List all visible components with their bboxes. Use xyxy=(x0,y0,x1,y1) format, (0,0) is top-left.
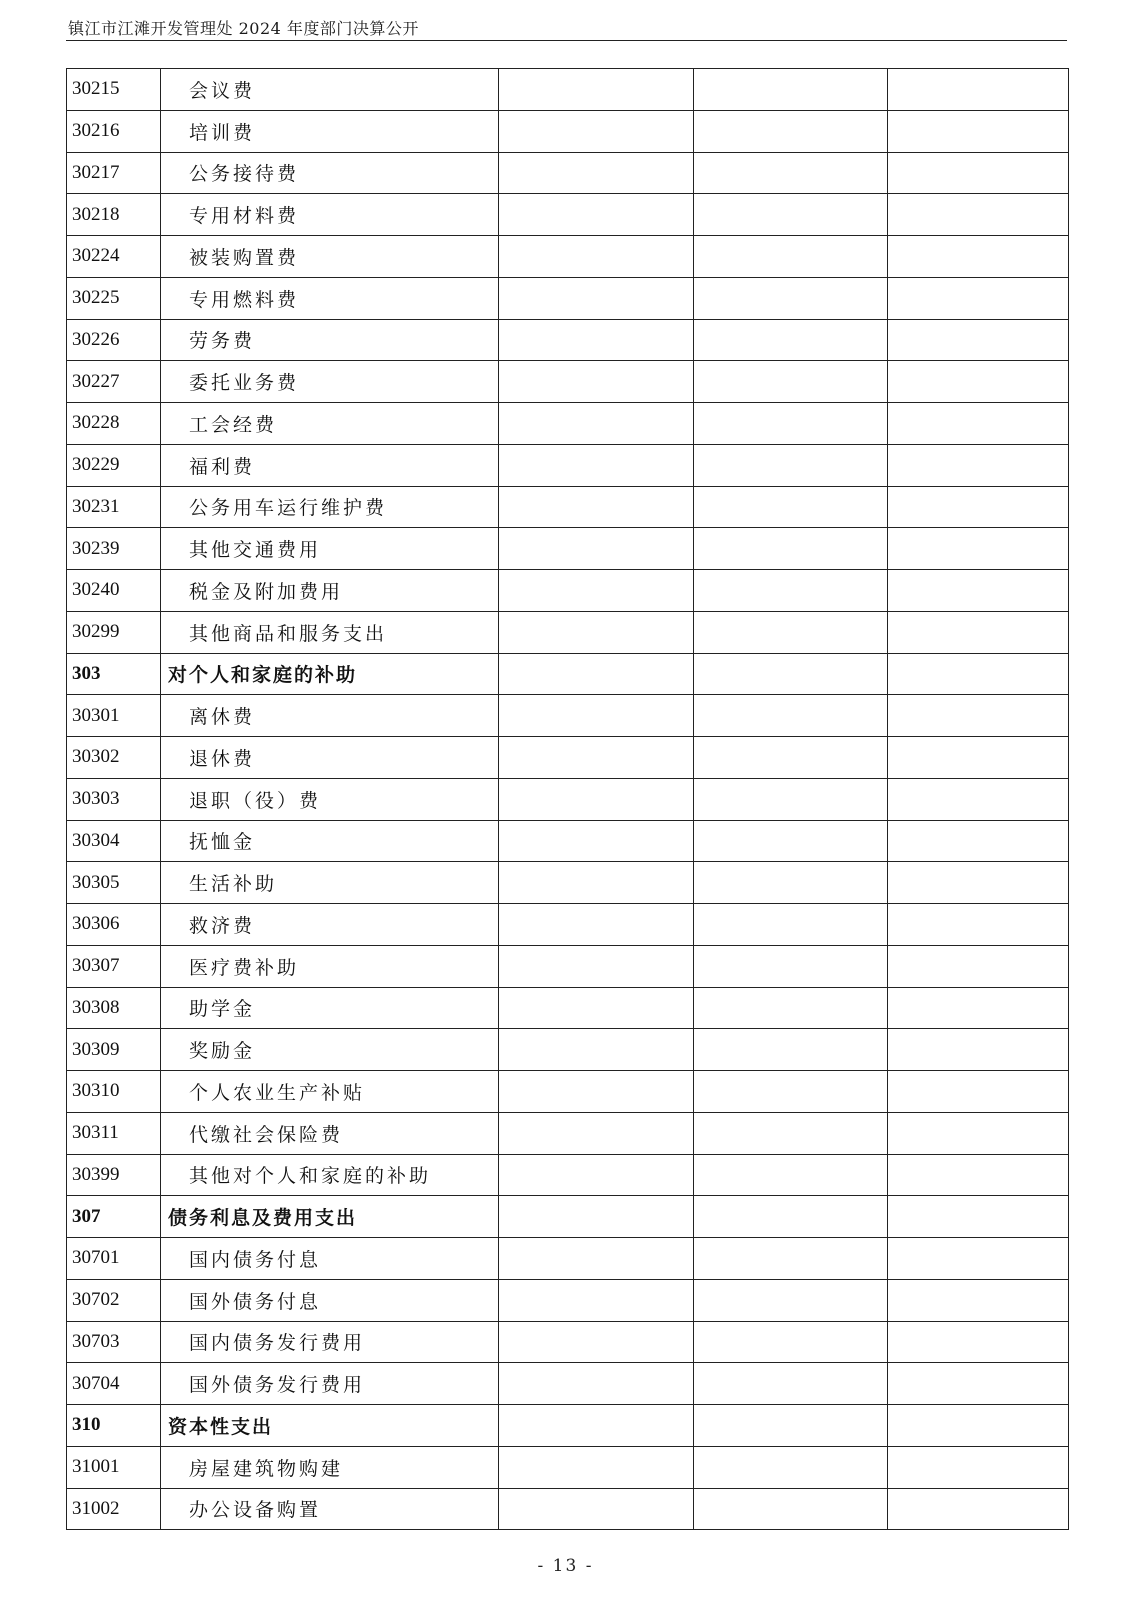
row-value-cell-1 xyxy=(499,1071,694,1113)
table-group-row xyxy=(67,653,1069,695)
table-row xyxy=(67,1029,1069,1071)
row-code: 30307 xyxy=(67,945,161,987)
row-value-cell-2 xyxy=(694,945,888,987)
row-value-cell-3 xyxy=(888,862,1069,904)
row-value-cell-3 xyxy=(888,987,1069,1029)
row-value-cell-1 xyxy=(499,1446,694,1488)
row-value-cell-1 xyxy=(499,862,694,904)
row-value-cell-2 xyxy=(694,361,888,403)
table-row xyxy=(67,1154,1069,1196)
row-value-cell-3 xyxy=(888,1196,1069,1238)
row-name: 税金及附加费用 xyxy=(161,570,499,612)
row-value-cell-1 xyxy=(499,737,694,779)
table-group-row xyxy=(67,1405,1069,1447)
row-value-cell-2 xyxy=(694,319,888,361)
row-code: 30216 xyxy=(67,110,161,152)
row-code: 30310 xyxy=(67,1071,161,1113)
row-value-cell-3 xyxy=(888,737,1069,779)
table-row xyxy=(67,1321,1069,1363)
row-value-cell-1 xyxy=(499,277,694,319)
row-value-cell-2 xyxy=(694,820,888,862)
row-value-cell-1 xyxy=(499,1029,694,1071)
row-name: 代缴社会保险费 xyxy=(161,1112,499,1154)
row-value-cell-3 xyxy=(888,528,1069,570)
row-value-cell-2 xyxy=(694,1238,888,1280)
row-code: 30302 xyxy=(67,737,161,779)
row-value-cell-1 xyxy=(499,695,694,737)
row-value-cell-2 xyxy=(694,277,888,319)
row-value-cell-2 xyxy=(694,1196,888,1238)
row-code: 31002 xyxy=(67,1488,161,1530)
row-value-cell-1 xyxy=(499,778,694,820)
row-value-cell-1 xyxy=(499,1238,694,1280)
row-value-cell-1 xyxy=(499,820,694,862)
row-value-cell-3 xyxy=(888,1029,1069,1071)
table-row xyxy=(67,486,1069,528)
table-row xyxy=(67,820,1069,862)
row-value-cell-3 xyxy=(888,820,1069,862)
row-value-cell-1 xyxy=(499,236,694,278)
row-code: 30309 xyxy=(67,1029,161,1071)
row-name: 房屋建筑物购建 xyxy=(161,1446,499,1488)
row-code: 30304 xyxy=(67,820,161,862)
row-value-cell-1 xyxy=(499,611,694,653)
row-value-cell-1 xyxy=(499,486,694,528)
row-value-cell-2 xyxy=(694,862,888,904)
row-value-cell-3 xyxy=(888,904,1069,946)
row-value-cell-2 xyxy=(694,611,888,653)
row-value-cell-3 xyxy=(888,611,1069,653)
row-value-cell-1 xyxy=(499,987,694,1029)
table-row xyxy=(67,1488,1069,1530)
row-name: 救济费 xyxy=(161,904,499,946)
row-code: 30231 xyxy=(67,486,161,528)
row-name: 国内债务发行费用 xyxy=(161,1321,499,1363)
row-name: 离休费 xyxy=(161,695,499,737)
row-value-cell-3 xyxy=(888,152,1069,194)
row-code: 30299 xyxy=(67,611,161,653)
table-row xyxy=(67,236,1069,278)
row-name: 资本性支出 xyxy=(161,1405,499,1447)
row-value-cell-2 xyxy=(694,403,888,445)
row-name: 其他商品和服务支出 xyxy=(161,611,499,653)
row-code: 30308 xyxy=(67,987,161,1029)
row-name: 工会经费 xyxy=(161,403,499,445)
row-name: 会议费 xyxy=(161,69,499,111)
row-value-cell-2 xyxy=(694,486,888,528)
row-value-cell-3 xyxy=(888,1071,1069,1113)
row-value-cell-3 xyxy=(888,1112,1069,1154)
row-value-cell-1 xyxy=(499,1154,694,1196)
row-value-cell-3 xyxy=(888,486,1069,528)
row-value-cell-2 xyxy=(694,1321,888,1363)
row-name: 退休费 xyxy=(161,737,499,779)
row-name: 国内债务付息 xyxy=(161,1238,499,1280)
row-name: 个人农业生产补贴 xyxy=(161,1071,499,1113)
row-value-cell-1 xyxy=(499,361,694,403)
row-code: 30240 xyxy=(67,570,161,612)
row-value-cell-3 xyxy=(888,695,1069,737)
table-row xyxy=(67,945,1069,987)
row-code: 30228 xyxy=(67,403,161,445)
table-row xyxy=(67,194,1069,236)
row-value-cell-1 xyxy=(499,1321,694,1363)
table-row xyxy=(67,904,1069,946)
row-code: 30229 xyxy=(67,444,161,486)
row-value-cell-2 xyxy=(694,194,888,236)
table-row xyxy=(67,528,1069,570)
row-code: 30702 xyxy=(67,1279,161,1321)
row-value-cell-1 xyxy=(499,110,694,152)
row-code: 30305 xyxy=(67,862,161,904)
row-value-cell-3 xyxy=(888,1238,1069,1280)
table-row xyxy=(67,1279,1069,1321)
row-code: 30701 xyxy=(67,1238,161,1280)
row-code: 30217 xyxy=(67,152,161,194)
row-value-cell-1 xyxy=(499,194,694,236)
row-name: 其他交通费用 xyxy=(161,528,499,570)
row-name: 抚恤金 xyxy=(161,820,499,862)
table-row xyxy=(67,611,1069,653)
row-value-cell-3 xyxy=(888,1405,1069,1447)
row-value-cell-3 xyxy=(888,110,1069,152)
row-name: 公务用车运行维护费 xyxy=(161,486,499,528)
row-value-cell-3 xyxy=(888,945,1069,987)
row-code: 30301 xyxy=(67,695,161,737)
row-value-cell-3 xyxy=(888,69,1069,111)
row-value-cell-1 xyxy=(499,319,694,361)
row-code: 30224 xyxy=(67,236,161,278)
header-rule xyxy=(66,40,1067,41)
row-name: 生活补助 xyxy=(161,862,499,904)
row-value-cell-2 xyxy=(694,737,888,779)
row-value-cell-1 xyxy=(499,1279,694,1321)
row-value-cell-2 xyxy=(694,987,888,1029)
row-value-cell-3 xyxy=(888,444,1069,486)
row-code: 30239 xyxy=(67,528,161,570)
row-code: 303 xyxy=(67,653,161,695)
table-row xyxy=(67,1446,1069,1488)
row-code: 30226 xyxy=(67,319,161,361)
row-value-cell-1 xyxy=(499,69,694,111)
row-name: 委托业务费 xyxy=(161,361,499,403)
row-name: 劳务费 xyxy=(161,319,499,361)
expenditure-table xyxy=(66,68,1069,1530)
table-row xyxy=(67,778,1069,820)
table-row xyxy=(67,1071,1069,1113)
row-value-cell-3 xyxy=(888,1488,1069,1530)
row-value-cell-2 xyxy=(694,152,888,194)
row-code: 30227 xyxy=(67,361,161,403)
row-name: 对个人和家庭的补助 xyxy=(161,653,499,695)
row-value-cell-3 xyxy=(888,1321,1069,1363)
row-value-cell-2 xyxy=(694,1488,888,1530)
row-value-cell-2 xyxy=(694,1112,888,1154)
row-name: 专用材料费 xyxy=(161,194,499,236)
row-value-cell-3 xyxy=(888,236,1069,278)
table-row xyxy=(67,444,1069,486)
row-value-cell-2 xyxy=(694,110,888,152)
row-value-cell-1 xyxy=(499,152,694,194)
row-name: 办公设备购置 xyxy=(161,1488,499,1530)
row-code: 30399 xyxy=(67,1154,161,1196)
row-value-cell-1 xyxy=(499,1405,694,1447)
row-value-cell-3 xyxy=(888,194,1069,236)
row-name: 专用燃料费 xyxy=(161,277,499,319)
table-row xyxy=(67,1238,1069,1280)
row-value-cell-2 xyxy=(694,1405,888,1447)
row-name: 培训费 xyxy=(161,110,499,152)
row-code: 30306 xyxy=(67,904,161,946)
row-code: 30225 xyxy=(67,277,161,319)
row-code: 30218 xyxy=(67,194,161,236)
table-row xyxy=(67,1112,1069,1154)
table-row xyxy=(67,570,1069,612)
table-row xyxy=(67,1363,1069,1405)
table-row xyxy=(67,737,1069,779)
table-row xyxy=(67,987,1069,1029)
row-value-cell-3 xyxy=(888,570,1069,612)
row-value-cell-3 xyxy=(888,1154,1069,1196)
row-value-cell-3 xyxy=(888,403,1069,445)
row-value-cell-1 xyxy=(499,528,694,570)
row-name: 助学金 xyxy=(161,987,499,1029)
row-code: 30704 xyxy=(67,1363,161,1405)
table-row xyxy=(67,152,1069,194)
row-value-cell-2 xyxy=(694,1446,888,1488)
table-row xyxy=(67,110,1069,152)
page-header-title: 镇江市江滩开发管理处 2024 年度部门决算公开 xyxy=(68,19,419,38)
row-value-cell-1 xyxy=(499,1112,694,1154)
table-row xyxy=(67,319,1069,361)
row-value-cell-1 xyxy=(499,945,694,987)
row-name: 债务利息及费用支出 xyxy=(161,1196,499,1238)
table-row xyxy=(67,69,1069,111)
row-code: 310 xyxy=(67,1405,161,1447)
row-value-cell-1 xyxy=(499,1196,694,1238)
row-value-cell-2 xyxy=(694,69,888,111)
page-number: - 13 - xyxy=(537,1556,594,1576)
row-value-cell-3 xyxy=(888,361,1069,403)
row-name: 奖励金 xyxy=(161,1029,499,1071)
row-name: 被装购置费 xyxy=(161,236,499,278)
row-code: 30311 xyxy=(67,1112,161,1154)
row-value-cell-1 xyxy=(499,904,694,946)
table-row xyxy=(67,862,1069,904)
table-row xyxy=(67,361,1069,403)
row-value-cell-1 xyxy=(499,444,694,486)
row-name: 国外债务发行费用 xyxy=(161,1363,499,1405)
row-value-cell-3 xyxy=(888,1279,1069,1321)
row-name: 退职（役）费 xyxy=(161,778,499,820)
row-value-cell-2 xyxy=(694,528,888,570)
row-value-cell-2 xyxy=(694,1154,888,1196)
row-value-cell-2 xyxy=(694,904,888,946)
row-code: 307 xyxy=(67,1196,161,1238)
row-code: 30703 xyxy=(67,1321,161,1363)
row-value-cell-3 xyxy=(888,653,1069,695)
row-value-cell-2 xyxy=(694,570,888,612)
row-value-cell-3 xyxy=(888,277,1069,319)
row-name: 其他对个人和家庭的补助 xyxy=(161,1154,499,1196)
row-value-cell-3 xyxy=(888,319,1069,361)
row-value-cell-1 xyxy=(499,1488,694,1530)
row-value-cell-1 xyxy=(499,403,694,445)
row-value-cell-3 xyxy=(888,1363,1069,1405)
row-value-cell-2 xyxy=(694,695,888,737)
row-name: 公务接待费 xyxy=(161,152,499,194)
row-value-cell-2 xyxy=(694,1071,888,1113)
row-value-cell-1 xyxy=(499,1363,694,1405)
row-value-cell-2 xyxy=(694,444,888,486)
row-value-cell-2 xyxy=(694,236,888,278)
row-value-cell-3 xyxy=(888,778,1069,820)
table-body xyxy=(67,69,1069,1530)
row-value-cell-2 xyxy=(694,653,888,695)
row-code: 30303 xyxy=(67,778,161,820)
table-row xyxy=(67,695,1069,737)
row-name: 国外债务付息 xyxy=(161,1279,499,1321)
row-value-cell-1 xyxy=(499,570,694,612)
row-code: 30215 xyxy=(67,69,161,111)
row-value-cell-1 xyxy=(499,653,694,695)
table-group-row xyxy=(67,1196,1069,1238)
row-code: 31001 xyxy=(67,1446,161,1488)
row-value-cell-2 xyxy=(694,1363,888,1405)
table-row xyxy=(67,277,1069,319)
row-value-cell-2 xyxy=(694,1279,888,1321)
row-value-cell-2 xyxy=(694,1029,888,1071)
row-value-cell-3 xyxy=(888,1446,1069,1488)
row-name: 福利费 xyxy=(161,444,499,486)
row-name: 医疗费补助 xyxy=(161,945,499,987)
table-row xyxy=(67,403,1069,445)
row-value-cell-2 xyxy=(694,778,888,820)
